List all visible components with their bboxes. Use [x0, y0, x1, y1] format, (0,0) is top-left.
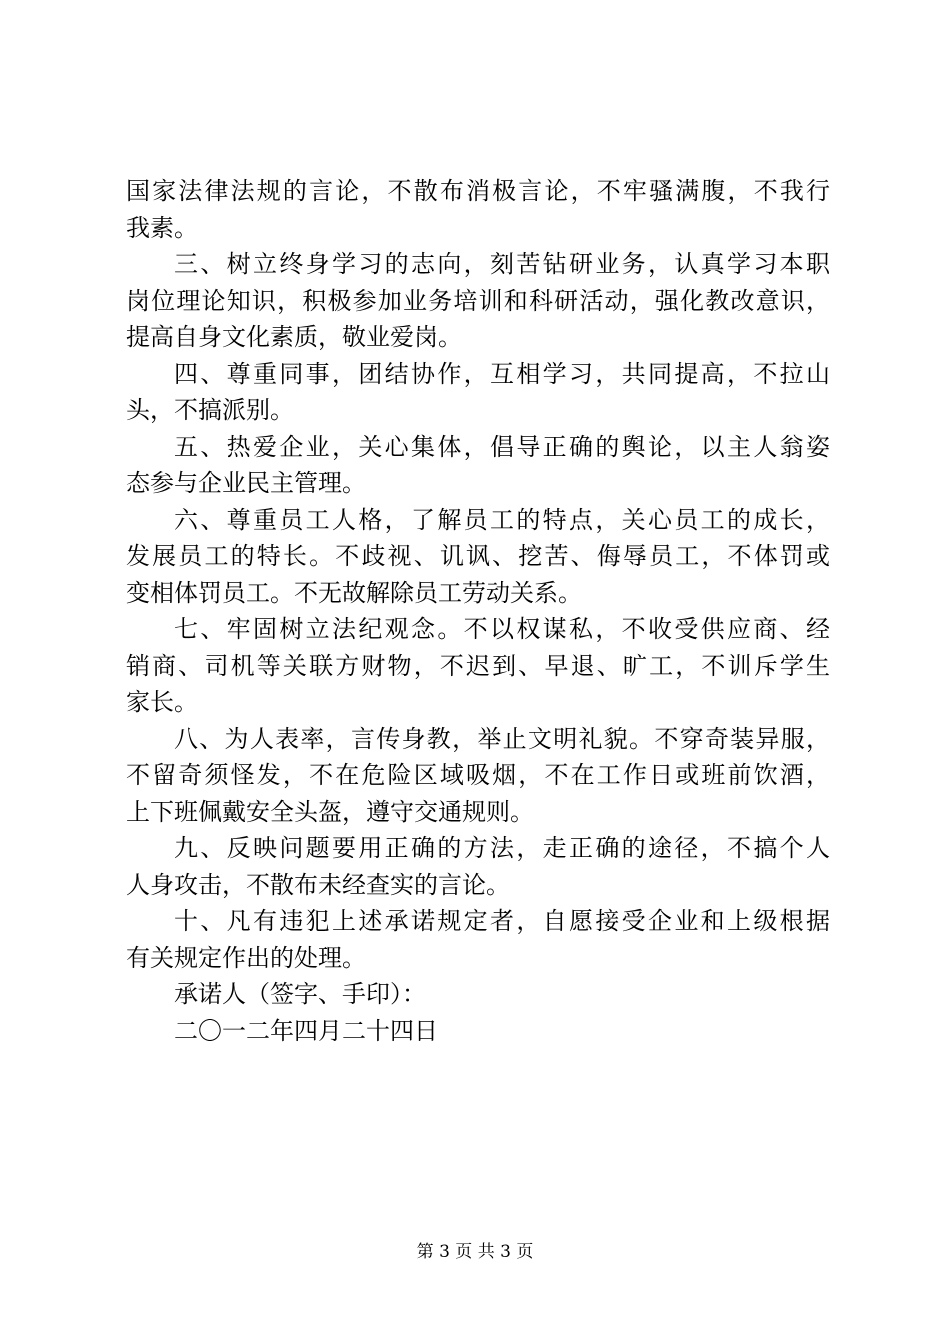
text-line: 发展员工的特长。不歧视、讥讽、挖苦、侮辱员工，不体罚或: [126, 542, 830, 570]
text-line-item-10: 十、凡有违犯上述承诺规定者，自愿接受企业和上级根据: [174, 907, 830, 935]
text-line: 态参与企业民主管理。: [126, 469, 366, 497]
text-line: 不留奇须怪发，不在危险区域吸烟，不在工作日或班前饮酒，: [126, 761, 830, 789]
text-line-item-3: 三、树立终身学习的志向，刻苦钻研业务，认真学习本职: [174, 250, 830, 278]
text-line-item-6: 六、尊重员工人格，了解员工的特点，关心员工的成长，: [174, 505, 830, 534]
signature-line: 承诺人（签字、手印）：: [174, 980, 426, 1008]
text-line: 人身攻击，不散布未经查实的言论。: [126, 870, 510, 899]
text-line: 变相体罚员工。不无故解除员工劳动关系。: [126, 578, 582, 607]
text-line-item-9: 九、反映问题要用正确的方法，走正确的途径，不搞个人: [174, 834, 830, 862]
text-line: 岗位理论知识，积极参加业务培训和科研活动，强化教改意识，: [126, 286, 830, 315]
text-line: 上下班佩戴安全头盔，遵守交通规则。: [126, 797, 534, 826]
page-number-footer: 第 3 页 共 3 页: [416, 1242, 534, 1262]
document-body: [126, 173, 830, 1049]
text-line-item-4: 四、尊重同事，团结协作，互相学习，共同提高，不拉山: [174, 359, 830, 388]
text-line: 国家法律法规的言论，不散布消极言论，不牢骚满腹，不我行: [126, 177, 830, 205]
text-line: 提高自身文化素质，敬业爱岗。: [126, 323, 462, 351]
text-line: 头，不搞派别。: [126, 396, 294, 424]
text-line: 有关规定作出的处理。: [126, 943, 366, 972]
text-line: 家长。: [126, 688, 198, 716]
text-line-item-7: 七、牢固树立法纪观念。不以权谋私，不收受供应商、经: [174, 615, 830, 643]
text-line-item-5: 五、热爱企业，关心集体，倡导正确的舆论，以主人翁姿: [174, 432, 830, 461]
text-line-item-8: 八、为人表率，言传身教，举止文明礼貌。不穿奇装异服，: [174, 724, 830, 753]
text-line: 我素。: [126, 213, 198, 242]
date-line: 二〇一二年四月二十四日: [174, 1016, 438, 1045]
text-line: 销商、司机等关联方财物，不迟到、早退、旷工，不训斥学生: [126, 651, 830, 680]
